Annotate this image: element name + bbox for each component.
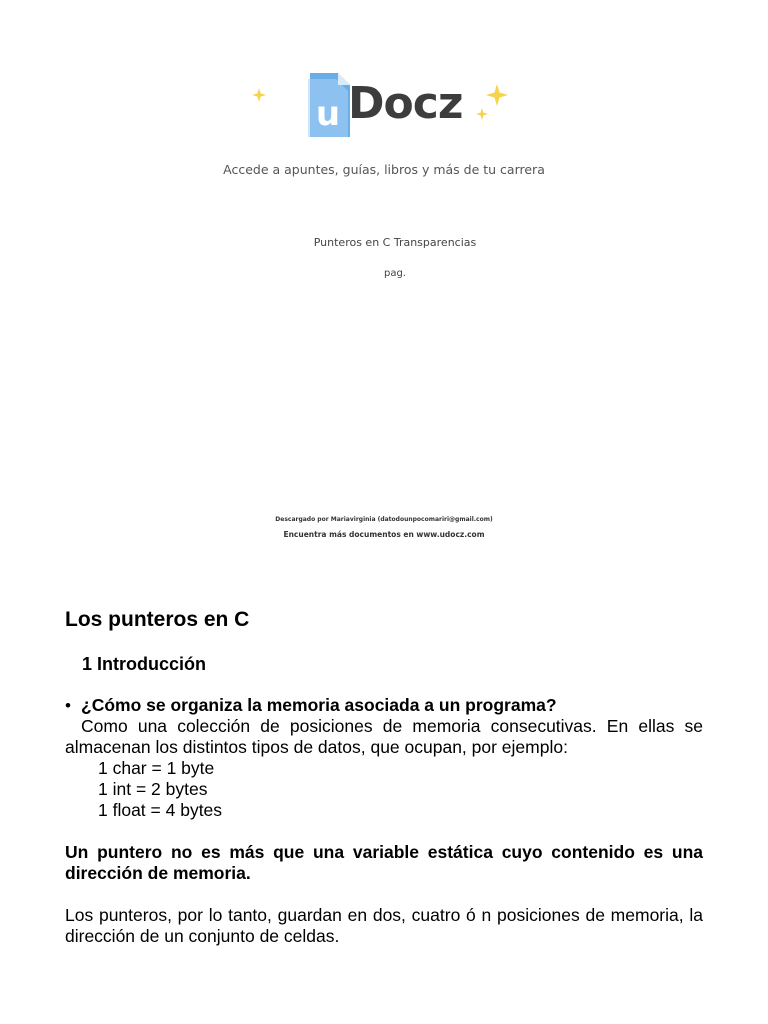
downloaded-by-notice: Descargado por Mariavirginia (datodounpocomariri@gmail.com) xyxy=(275,516,493,523)
document-icon xyxy=(308,73,350,137)
bullet-answer: Como una colección de posiciones de memoria consecutivas. En ellas se almacenan los distintos tipos de datos, que ocupan, por ejemplo: xyxy=(65,716,703,757)
sparkle-icon xyxy=(476,108,488,120)
document-title: Punteros en C Transparencias xyxy=(313,236,477,249)
size-item: 1 int = 2 bytes xyxy=(98,779,208,799)
definition-paragraph: Un puntero no es más que una variable estática cuyo contenido es una dirección de memoria. xyxy=(65,842,703,883)
bullet-item xyxy=(65,695,703,821)
document-heading: Los punteros en C xyxy=(65,608,250,631)
udocz-logo xyxy=(252,70,516,142)
more-documents-notice: Encuentra más documentos en www.udocz.com xyxy=(283,530,485,539)
size-item: 1 char = 1 byte xyxy=(98,758,215,778)
section-heading: 1 Introducción xyxy=(82,654,207,674)
size-item: 1 float = 4 bytes xyxy=(98,800,223,820)
sparkle-icon xyxy=(252,88,266,102)
bullet-marker: • xyxy=(65,696,71,715)
page-label: pag. xyxy=(383,268,406,279)
logo-letter: u xyxy=(315,94,341,134)
bullet-question: ¿Cómo se organiza la memoria asociada a un programa? xyxy=(81,695,557,715)
sparkle-icon xyxy=(486,84,508,106)
tagline: Accede a apuntes, guías, libros y más de tu carrera xyxy=(223,162,545,177)
logo-wordmark: Docz xyxy=(348,78,463,129)
document-content xyxy=(65,606,703,947)
explanation-paragraph: Los punteros, por lo tanto, guardan en dos, cuatro ó n posiciones de memoria, la dirección de un conjunto de celdas. xyxy=(65,905,703,946)
